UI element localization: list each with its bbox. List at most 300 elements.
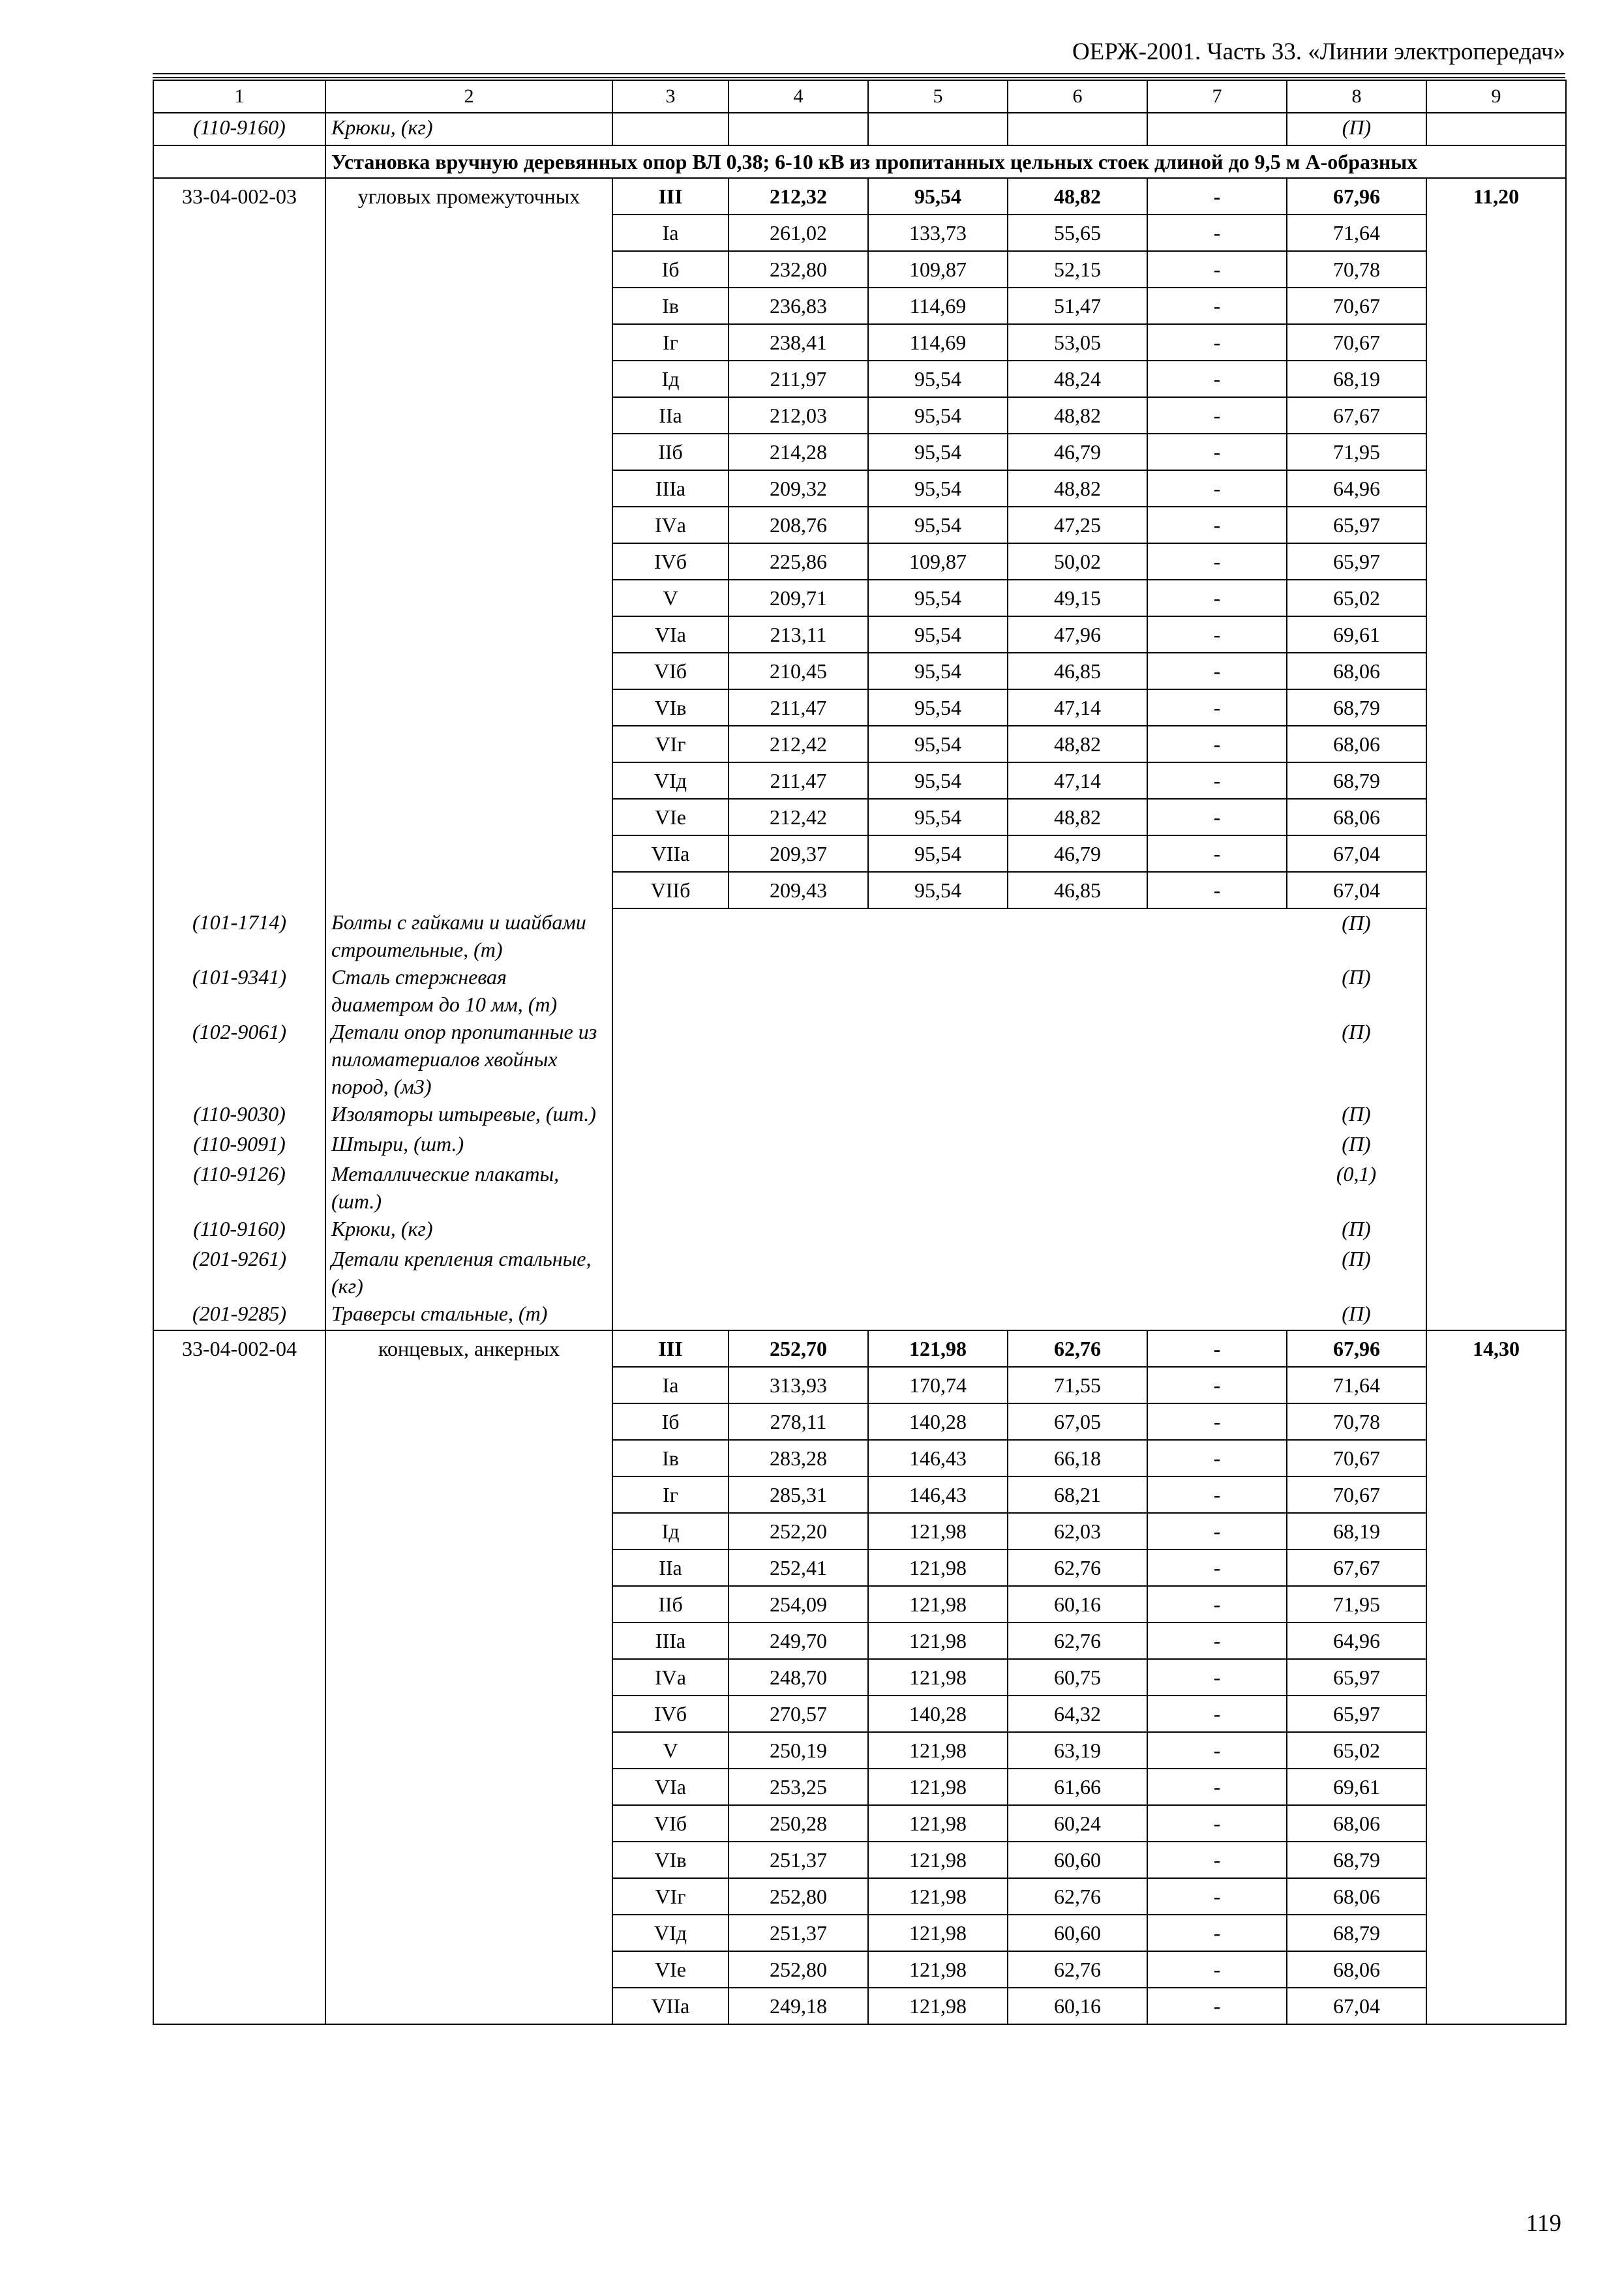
zone-cell: IVб bbox=[612, 543, 729, 580]
rate-name bbox=[325, 1659, 612, 1696]
table-row bbox=[153, 1915, 1566, 1951]
empty-cell bbox=[1008, 113, 1147, 145]
col6-value: 46,79 bbox=[1008, 434, 1147, 470]
zone-cell: IIа bbox=[612, 397, 729, 434]
resource-col8: (П) bbox=[1342, 1132, 1371, 1156]
empty-cell bbox=[1426, 1215, 1566, 1245]
col9-value bbox=[1426, 1659, 1566, 1696]
col4-value: 250,28 bbox=[729, 1805, 868, 1842]
zone-cell: Iб bbox=[612, 1403, 729, 1440]
col7-value: - bbox=[1147, 361, 1287, 397]
table-row bbox=[153, 251, 1566, 288]
col5-value: 109,87 bbox=[868, 251, 1008, 288]
rate-code bbox=[153, 1878, 325, 1915]
resource-row bbox=[153, 1300, 1566, 1330]
col5-value: 95,54 bbox=[868, 653, 1008, 689]
rates-table bbox=[153, 80, 1567, 2025]
resource-col8: (0,1) bbox=[1336, 1162, 1377, 1186]
zone-cell: VIд bbox=[612, 1915, 729, 1951]
resource-col8: (П) bbox=[1342, 1020, 1371, 1043]
table-row bbox=[153, 580, 1566, 616]
rate-code bbox=[153, 1659, 325, 1696]
rate-name bbox=[325, 580, 612, 616]
rate-code bbox=[153, 689, 325, 726]
zone-cell: III bbox=[612, 178, 729, 215]
col7-value: - bbox=[1147, 762, 1287, 799]
rate-code bbox=[153, 726, 325, 762]
resource-name: Болты с гайками и шайбами строительные, (т) bbox=[325, 908, 612, 963]
resource-code: (110-9126) bbox=[153, 1160, 325, 1215]
col6-value: 51,47 bbox=[1008, 288, 1147, 324]
col5-value: 95,54 bbox=[868, 689, 1008, 726]
empty-cell bbox=[1008, 1018, 1147, 1100]
col7-value: - bbox=[1147, 1330, 1287, 1367]
col5-value: 170,74 bbox=[868, 1367, 1008, 1403]
zone-cell: Iг bbox=[612, 1476, 729, 1513]
empty-cell bbox=[1426, 1160, 1566, 1215]
col5-value: 146,43 bbox=[868, 1476, 1008, 1513]
rate-code bbox=[153, 799, 325, 835]
col9-value bbox=[1426, 1513, 1566, 1549]
col7-value: - bbox=[1147, 835, 1287, 872]
rate-name bbox=[325, 1476, 612, 1513]
col9-value bbox=[1426, 1805, 1566, 1842]
col9-value bbox=[1426, 799, 1566, 835]
col4-value: 212,42 bbox=[729, 726, 868, 762]
resource-col8: (П) bbox=[1342, 1217, 1371, 1240]
empty-cell bbox=[612, 963, 729, 1018]
resource-name: Траверсы стальные, (т) bbox=[325, 1300, 612, 1330]
col4-value: 248,70 bbox=[729, 1659, 868, 1696]
table-row bbox=[153, 1878, 1566, 1915]
col6-value: 48,82 bbox=[1008, 397, 1147, 434]
table-row bbox=[153, 543, 1566, 580]
resource-name: Крюки, (кг) bbox=[325, 113, 612, 145]
rate-code bbox=[153, 1586, 325, 1623]
col4-value: 210,45 bbox=[729, 653, 868, 689]
col4-value: 214,28 bbox=[729, 434, 868, 470]
zone-cell: Iа bbox=[612, 215, 729, 251]
col8-value: 64,96 bbox=[1287, 470, 1426, 507]
col7-value: - bbox=[1147, 1988, 1287, 2024]
zone-cell: VIе bbox=[612, 799, 729, 835]
col6-value: 53,05 bbox=[1008, 324, 1147, 361]
resource-code: (101-1714) bbox=[153, 908, 325, 963]
rate-name bbox=[325, 1988, 612, 2024]
table-row bbox=[153, 1549, 1566, 1586]
col4-value: 251,37 bbox=[729, 1915, 868, 1951]
resource-name: Изоляторы штыревые, (шт.) bbox=[325, 1100, 612, 1130]
col7-value: - bbox=[1147, 1367, 1287, 1403]
rate-name bbox=[325, 507, 612, 543]
rate-name bbox=[325, 1878, 612, 1915]
col7-value: - bbox=[1147, 1513, 1287, 1549]
table-row bbox=[153, 1586, 1566, 1623]
zone-cell: IIб bbox=[612, 1586, 729, 1623]
col6-value: 62,76 bbox=[1008, 1549, 1147, 1586]
table-row bbox=[153, 653, 1566, 689]
col6-value: 60,16 bbox=[1008, 1586, 1147, 1623]
col8-value: 65,97 bbox=[1287, 507, 1426, 543]
rate-code bbox=[153, 1805, 325, 1842]
rate-name bbox=[325, 288, 612, 324]
col6-value: 48,24 bbox=[1008, 361, 1147, 397]
col9-value bbox=[1426, 251, 1566, 288]
col8-value: 67,67 bbox=[1287, 1549, 1426, 1586]
col7-value: - bbox=[1147, 1549, 1287, 1586]
table-row bbox=[153, 799, 1566, 835]
rate-name: концевых, анкерных bbox=[325, 1330, 612, 1367]
empty-cell bbox=[868, 1100, 1008, 1130]
col7-value: - bbox=[1147, 251, 1287, 288]
table-row bbox=[153, 1842, 1566, 1878]
resource-col8: (П) bbox=[1287, 113, 1426, 145]
col9-value bbox=[1426, 361, 1566, 397]
empty-cell bbox=[153, 145, 325, 178]
col9-value: 14,30 bbox=[1426, 1330, 1566, 1367]
col9-value bbox=[1426, 1440, 1566, 1476]
resource-code: (110-9160) bbox=[153, 113, 325, 145]
rate-name bbox=[325, 397, 612, 434]
rate-name bbox=[325, 434, 612, 470]
col7-value: - bbox=[1147, 543, 1287, 580]
col7-value: - bbox=[1147, 215, 1287, 251]
col9-value: 11,20 bbox=[1426, 178, 1566, 215]
col9-value bbox=[1426, 872, 1566, 908]
col5-value: 95,54 bbox=[868, 178, 1008, 215]
col7-value: - bbox=[1147, 580, 1287, 616]
zone-cell: VIб bbox=[612, 1805, 729, 1842]
table-body bbox=[153, 80, 1566, 2024]
col4-value: 232,80 bbox=[729, 251, 868, 288]
empty-cell bbox=[1008, 908, 1147, 963]
col5-value: 121,98 bbox=[868, 1769, 1008, 1805]
rate-name bbox=[325, 1403, 612, 1440]
column-number: 3 bbox=[612, 80, 729, 113]
empty-cell bbox=[612, 908, 729, 963]
zone-cell: VIг bbox=[612, 1878, 729, 1915]
rate-name bbox=[325, 1549, 612, 1586]
col9-value bbox=[1426, 726, 1566, 762]
rate-code bbox=[153, 1403, 325, 1440]
zone-cell: V bbox=[612, 580, 729, 616]
col6-value: 48,82 bbox=[1008, 726, 1147, 762]
resource-name: Штыри, (шт.) bbox=[325, 1130, 612, 1160]
col9-value bbox=[1426, 762, 1566, 799]
resource-row bbox=[153, 963, 1566, 1018]
col5-value: 109,87 bbox=[868, 543, 1008, 580]
rate-name bbox=[325, 1586, 612, 1623]
col7-value: - bbox=[1147, 1403, 1287, 1440]
rate-code bbox=[153, 397, 325, 434]
col7-value: - bbox=[1147, 1476, 1287, 1513]
col9-value bbox=[1426, 689, 1566, 726]
resource-code: (102-9061) bbox=[153, 1018, 325, 1100]
col8-value: 68,79 bbox=[1287, 1842, 1426, 1878]
rate-code: 33-04-002-04 bbox=[153, 1330, 325, 1367]
empty-cell bbox=[1147, 113, 1287, 145]
col9-value bbox=[1426, 1915, 1566, 1951]
zone-cell: VIв bbox=[612, 1842, 729, 1878]
zone-cell: VIIа bbox=[612, 835, 729, 872]
zone-cell: VIа bbox=[612, 616, 729, 653]
table-row bbox=[153, 835, 1566, 872]
table-row bbox=[153, 470, 1566, 507]
empty-cell bbox=[1426, 113, 1566, 145]
rate-code bbox=[153, 543, 325, 580]
col9-value bbox=[1426, 543, 1566, 580]
rate-name bbox=[325, 543, 612, 580]
zone-cell: Iг bbox=[612, 324, 729, 361]
resource-col8: (П) bbox=[1342, 911, 1371, 935]
col9-value bbox=[1426, 653, 1566, 689]
rate-name bbox=[325, 872, 612, 908]
empty-cell bbox=[868, 1300, 1008, 1330]
col5-value: 121,98 bbox=[868, 1659, 1008, 1696]
col5-value: 95,54 bbox=[868, 835, 1008, 872]
rate-code bbox=[153, 872, 325, 908]
col9-value bbox=[1426, 580, 1566, 616]
empty-cell bbox=[868, 113, 1008, 145]
col8-value: 70,67 bbox=[1287, 288, 1426, 324]
rate-name bbox=[325, 799, 612, 835]
empty-cell bbox=[729, 908, 868, 963]
col6-value: 71,55 bbox=[1008, 1367, 1147, 1403]
zone-cell: Iб bbox=[612, 251, 729, 288]
empty-cell bbox=[1008, 1160, 1147, 1215]
rate-code bbox=[153, 616, 325, 653]
rate-code bbox=[153, 835, 325, 872]
empty-cell bbox=[612, 1018, 729, 1100]
resource-col8: (П) bbox=[1342, 965, 1371, 989]
zone-cell: VIе bbox=[612, 1951, 729, 1988]
col4-value: 211,47 bbox=[729, 689, 868, 726]
col7-value: - bbox=[1147, 1878, 1287, 1915]
col6-value: 62,03 bbox=[1008, 1513, 1147, 1549]
col9-value bbox=[1426, 1586, 1566, 1623]
table-row bbox=[153, 1403, 1566, 1440]
col8-value: 68,19 bbox=[1287, 361, 1426, 397]
col4-value: 261,02 bbox=[729, 215, 868, 251]
col7-value: - bbox=[1147, 726, 1287, 762]
rate-code bbox=[153, 653, 325, 689]
column-number: 8 bbox=[1287, 80, 1426, 113]
col9-value bbox=[1426, 1769, 1566, 1805]
col8-value: 65,97 bbox=[1287, 543, 1426, 580]
table-row bbox=[153, 215, 1566, 251]
col9-value bbox=[1426, 1403, 1566, 1440]
col4-value: 208,76 bbox=[729, 507, 868, 543]
col7-value: - bbox=[1147, 1623, 1287, 1659]
col4-value: 285,31 bbox=[729, 1476, 868, 1513]
col7-value: - bbox=[1147, 1659, 1287, 1696]
empty-cell bbox=[1426, 1245, 1566, 1300]
col8-value: 68,79 bbox=[1287, 762, 1426, 799]
rate-code: 33-04-002-03 bbox=[153, 178, 325, 215]
col8-value: 68,06 bbox=[1287, 653, 1426, 689]
col8-value: 68,19 bbox=[1287, 1513, 1426, 1549]
empty-cell bbox=[729, 1300, 868, 1330]
col9-value bbox=[1426, 1476, 1566, 1513]
col8-value: 68,06 bbox=[1287, 1805, 1426, 1842]
col8-value: 70,67 bbox=[1287, 1476, 1426, 1513]
rate-name bbox=[325, 689, 612, 726]
zone-cell: V bbox=[612, 1732, 729, 1769]
rate-code bbox=[153, 1513, 325, 1549]
col7-value: - bbox=[1147, 397, 1287, 434]
rate-name bbox=[325, 1842, 612, 1878]
table-row bbox=[153, 1805, 1566, 1842]
col6-value: 46,85 bbox=[1008, 653, 1147, 689]
col9-value bbox=[1426, 1549, 1566, 1586]
rate-name bbox=[325, 361, 612, 397]
col6-value: 48,82 bbox=[1008, 470, 1147, 507]
col9-value bbox=[1426, 1623, 1566, 1659]
col7-value: - bbox=[1147, 324, 1287, 361]
col6-value: 46,79 bbox=[1008, 835, 1147, 872]
col4-value: 253,25 bbox=[729, 1769, 868, 1805]
table-row bbox=[153, 1513, 1566, 1549]
rate-name bbox=[325, 1805, 612, 1842]
column-number: 1 bbox=[153, 80, 325, 113]
col6-value: 62,76 bbox=[1008, 1330, 1147, 1367]
col6-value: 60,24 bbox=[1008, 1805, 1147, 1842]
rate-code bbox=[153, 324, 325, 361]
empty-cell bbox=[1426, 1300, 1566, 1330]
column-number: 9 bbox=[1426, 80, 1566, 113]
rate-code bbox=[153, 580, 325, 616]
col8-value: 68,79 bbox=[1287, 1915, 1426, 1951]
col6-value: 66,18 bbox=[1008, 1440, 1147, 1476]
col6-value: 61,66 bbox=[1008, 1769, 1147, 1805]
zone-cell: IVа bbox=[612, 1659, 729, 1696]
col8-value: 70,78 bbox=[1287, 251, 1426, 288]
resource-row bbox=[153, 1018, 1566, 1100]
col4-value: 313,93 bbox=[729, 1367, 868, 1403]
zone-cell: VIб bbox=[612, 653, 729, 689]
col6-value: 48,82 bbox=[1008, 799, 1147, 835]
zone-cell: VIд bbox=[612, 762, 729, 799]
col8-value: 71,95 bbox=[1287, 434, 1426, 470]
col6-value: 50,02 bbox=[1008, 543, 1147, 580]
col8-value: 71,95 bbox=[1287, 1586, 1426, 1623]
empty-cell bbox=[1147, 1100, 1287, 1130]
col4-value: 252,20 bbox=[729, 1513, 868, 1549]
table-row bbox=[153, 288, 1566, 324]
col9-value bbox=[1426, 288, 1566, 324]
col9-value bbox=[1426, 1842, 1566, 1878]
col9-value bbox=[1426, 397, 1566, 434]
empty-cell bbox=[1147, 1245, 1287, 1300]
col4-value: 236,83 bbox=[729, 288, 868, 324]
col7-value: - bbox=[1147, 1915, 1287, 1951]
table-row bbox=[153, 1988, 1566, 2024]
zone-cell: IIIа bbox=[612, 1623, 729, 1659]
col7-value: - bbox=[1147, 1440, 1287, 1476]
col5-value: 95,54 bbox=[868, 799, 1008, 835]
col8-value: 70,67 bbox=[1287, 1440, 1426, 1476]
col5-value: 121,98 bbox=[868, 1805, 1008, 1842]
zone-cell: Iд bbox=[612, 1513, 729, 1549]
zone-cell: Iд bbox=[612, 361, 729, 397]
rate-code bbox=[153, 1842, 325, 1878]
col9-value bbox=[1426, 215, 1566, 251]
column-number: 5 bbox=[868, 80, 1008, 113]
table-row bbox=[153, 507, 1566, 543]
col6-value: 62,76 bbox=[1008, 1623, 1147, 1659]
col5-value: 95,54 bbox=[868, 397, 1008, 434]
col5-value: 121,98 bbox=[868, 1842, 1008, 1878]
resource-row bbox=[153, 1215, 1566, 1245]
col7-value: - bbox=[1147, 1805, 1287, 1842]
col5-value: 95,54 bbox=[868, 470, 1008, 507]
zone-cell: IVа bbox=[612, 507, 729, 543]
col9-value bbox=[1426, 1732, 1566, 1769]
empty-cell bbox=[729, 1160, 868, 1215]
col9-value bbox=[1426, 324, 1566, 361]
resource-code: (201-9261) bbox=[153, 1245, 325, 1300]
col4-value: 251,37 bbox=[729, 1842, 868, 1878]
col9-value bbox=[1426, 616, 1566, 653]
col5-value: 95,54 bbox=[868, 507, 1008, 543]
resource-code: (201-9285) bbox=[153, 1300, 325, 1330]
resource-col8: (П) bbox=[1342, 1247, 1371, 1270]
empty-cell bbox=[729, 1215, 868, 1245]
col5-value: 95,54 bbox=[868, 872, 1008, 908]
rate-name bbox=[325, 215, 612, 251]
col5-value: 121,98 bbox=[868, 1915, 1008, 1951]
table-row bbox=[153, 1367, 1566, 1403]
header-rule bbox=[153, 77, 1565, 78]
resource-code: (110-9091) bbox=[153, 1130, 325, 1160]
empty-cell bbox=[868, 1245, 1008, 1300]
rate-code bbox=[153, 1769, 325, 1805]
col8-value: 71,64 bbox=[1287, 215, 1426, 251]
table-row bbox=[153, 1659, 1566, 1696]
col9-value bbox=[1426, 1951, 1566, 1988]
col8-value: 69,61 bbox=[1287, 1769, 1426, 1805]
col6-value: 60,60 bbox=[1008, 1842, 1147, 1878]
col9-value bbox=[1426, 835, 1566, 872]
col5-value: 140,28 bbox=[868, 1696, 1008, 1732]
table-row bbox=[153, 872, 1566, 908]
resource-name: Детали опор пропитанные из пиломатериалов хвойных пород, (м3) bbox=[325, 1018, 612, 1100]
empty-cell bbox=[729, 1245, 868, 1300]
col4-value: 252,70 bbox=[729, 1330, 868, 1367]
empty-cell bbox=[868, 1160, 1008, 1215]
table-row bbox=[153, 1696, 1566, 1732]
col5-value: 121,98 bbox=[868, 1549, 1008, 1586]
empty-cell bbox=[612, 1215, 729, 1245]
empty-cell bbox=[868, 963, 1008, 1018]
empty-cell bbox=[868, 1130, 1008, 1160]
empty-cell bbox=[1426, 1130, 1566, 1160]
rate-name bbox=[325, 835, 612, 872]
resource-name: Сталь стержневая диаметром до 10 мм, (т) bbox=[325, 963, 612, 1018]
col4-value: 209,71 bbox=[729, 580, 868, 616]
rate-name bbox=[325, 726, 612, 762]
empty-cell bbox=[868, 1018, 1008, 1100]
resource-row bbox=[153, 908, 1566, 963]
col8-value: 65,02 bbox=[1287, 1732, 1426, 1769]
col5-value: 114,69 bbox=[868, 288, 1008, 324]
resource-row bbox=[153, 1100, 1566, 1130]
empty-cell bbox=[1008, 963, 1147, 1018]
col5-value: 95,54 bbox=[868, 361, 1008, 397]
col8-value: 70,67 bbox=[1287, 324, 1426, 361]
col4-value: 209,37 bbox=[729, 835, 868, 872]
table-row bbox=[153, 1440, 1566, 1476]
